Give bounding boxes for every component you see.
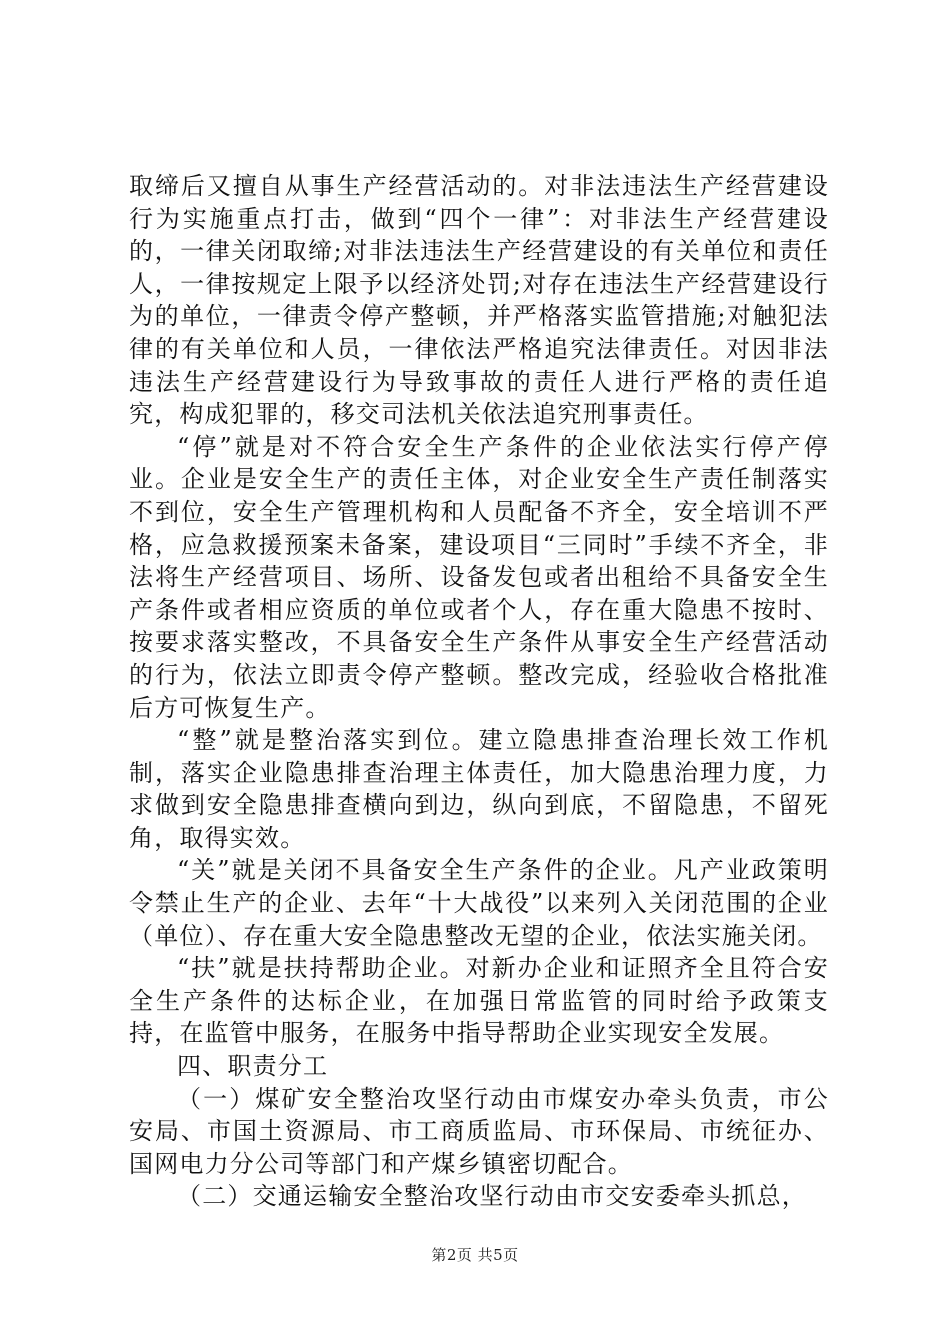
paragraph-3: “整”就是整治落实到位。建立隐患排查治理长效工作机制，落实企业隐患排查治理主体责任，加大隐患治理力度，力求做到安全隐患排查横向到边，纵向到底，不留隐患，不留死角，取得实效。 xyxy=(129,726,829,852)
paragraph-8: （二）交通运输安全整治攻坚行动由市交安委牵头抓总， xyxy=(177,1182,807,1211)
paragraph-1: 取缔后又擅自从事生产经营活动的。对非法违法生产经营建设行为实施重点打击，做到“四个一律”：对非法生产经营建设的，一律关闭取缔;对非法违法生产经营建设的有关单位和责任人，一律按规定上限予以经济处罚;对存在违法生产经营建设行为的单位，一律责令停产整顿，并严格落实监管措施;对触犯法律的有关单位和人员，一律依法严格追究法律责任。对因非法违法生产经营建设行为导致事故的责任人进行严格的责任追究，构成犯罪的，移交司法机关依法追究刑事责任。 xyxy=(129,172,829,429)
section-heading: 四、职责分工 xyxy=(177,1052,329,1081)
page-footer: 第2页 共5页 xyxy=(431,1246,519,1264)
paragraph-2: “停”就是对不符合安全生产条件的企业依法实行停产停业。企业是安全生产的责任主体，对企业安全生产责任制落实不到位，安全生产管理机构和人员配备不齐全，安全培训不严格，应急救援预案未备案，建设项目“三同时”手续不齐全，非法将生产经营项目、场所、设备发包或者出租给不具备安全生产条件或者相应资质的单位或者个人，存在重大隐患不按时、按要求落实整改，不具备安全生产条件从事安全生产经营活动的行为，依法立即责令停产整顿。整改完成，经验收合格批准后方可恢复生产。 xyxy=(129,432,829,722)
paragraph-4: “关”就是关闭不具备安全生产条件的企业。凡产业政策明令禁止生产的企业、去年“十大战役”以来列入关闭范围的企业（单位）、存在重大安全隐患整改无望的企业，依法实施关闭。 xyxy=(129,856,829,950)
paragraph-5: “扶”就是扶持帮助企业。对新办企业和证照齐全且符合安全生产条件的达标企业，在加强日常监管的同时给予政策支持，在监管中服务，在服务中指导帮助企业实现安全发展。 xyxy=(129,954,829,1048)
paragraph-7: （一）煤矿安全整治攻坚行动由市煤安办牵头负责，市公安局、市国土资源局、市工商质监局、市环保局、市统征办、国网电力分公司等部门和产煤乡镇密切配合。 xyxy=(129,1084,829,1178)
document-body xyxy=(129,170,829,1213)
